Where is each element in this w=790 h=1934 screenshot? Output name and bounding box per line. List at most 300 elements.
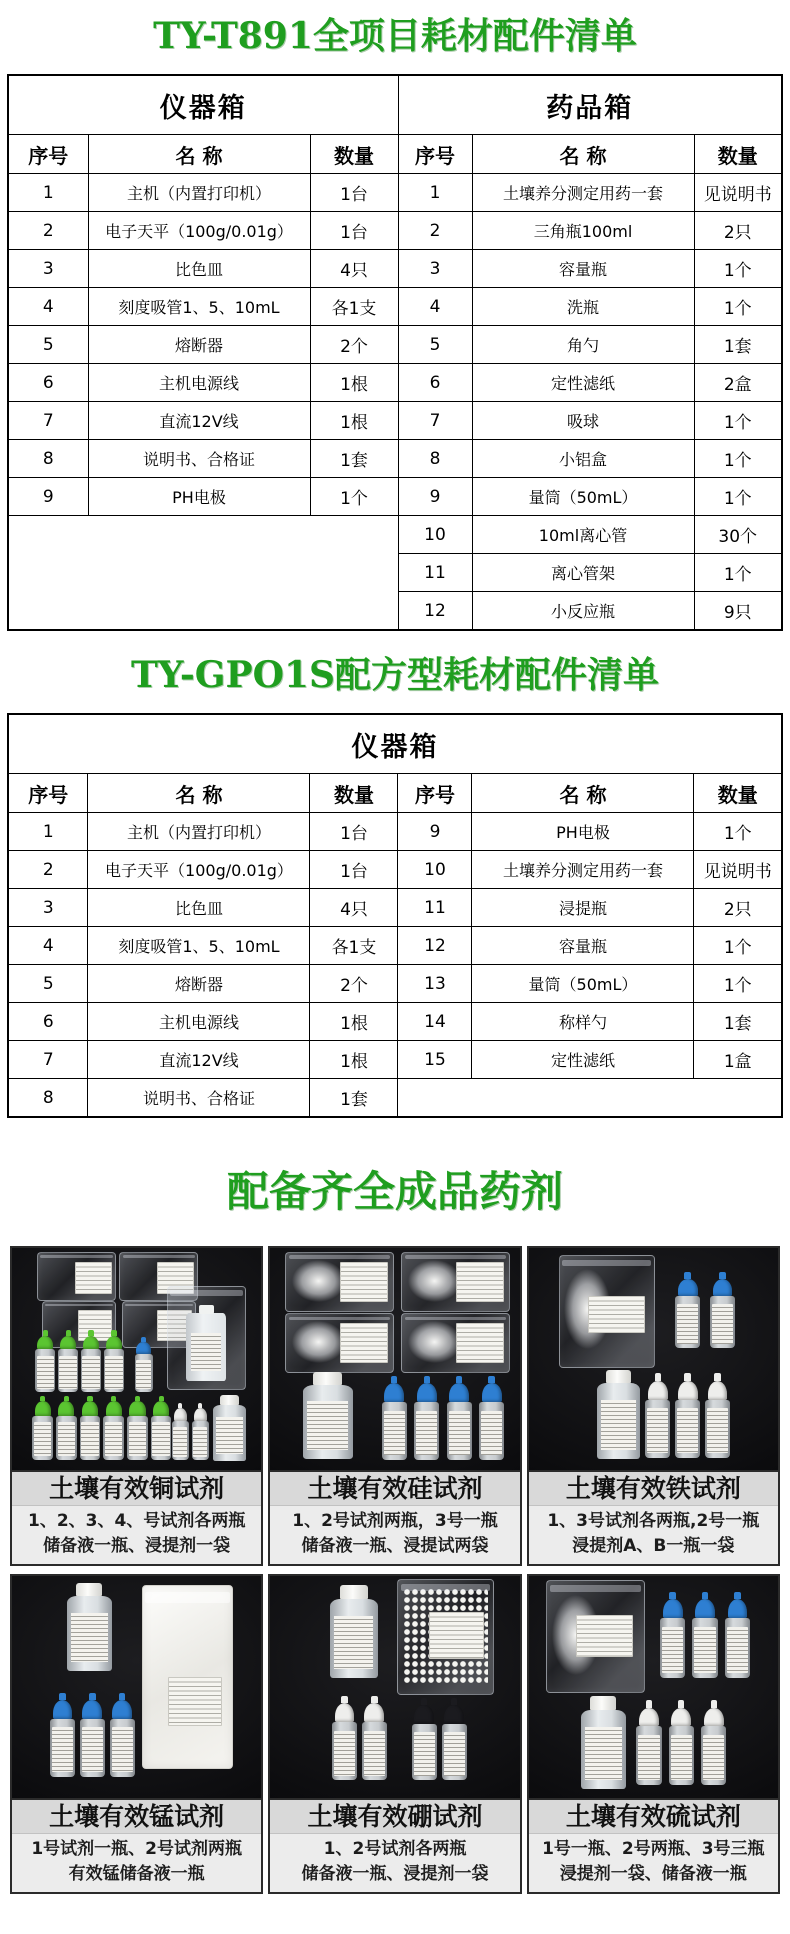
table-row [8,516,782,554]
bottle-nib [111,1330,116,1336]
bottle-cap [83,1336,99,1350]
bottle-cap [60,1336,76,1350]
item-name: 容量瓶 [472,250,694,288]
item-qty: 1个 [694,478,782,516]
bottle-body [50,1719,75,1777]
bottle-label [81,1422,98,1456]
bottle-body [330,1599,377,1678]
bottle-cap [153,1401,169,1415]
row-num: 2 [398,212,472,250]
dropper-bottle-green-cap [34,1330,55,1392]
col-header: 名 称 [88,774,310,813]
bottle-nib [684,1373,690,1381]
item-name: 熔断器 [88,326,310,364]
box-header: 仪器箱 [8,714,782,774]
bottle-body [104,1349,125,1392]
bottle-body [447,1402,472,1460]
item-qty: 见说明书 [694,851,782,889]
bottle-cap [444,1705,464,1723]
reagent-bag-crystal [559,1255,656,1368]
reagent-bag-powder [142,1585,234,1769]
bottle-nib [711,1700,717,1708]
bottle-cap [417,1383,437,1402]
dropper-bottle-green-cap [57,1330,78,1392]
table-row [8,889,782,927]
dropper-bottle-blue-cap [675,1272,701,1347]
bottle-cap [708,1381,728,1400]
item-qty: 1个 [694,288,782,326]
bottle-label [129,1422,146,1456]
bottle-body [701,1726,726,1784]
reagent-caption [529,1800,778,1892]
bottle-label [364,1731,385,1776]
dropper-bottle-blue-cap [134,1337,153,1393]
bottle-label [694,1627,715,1673]
row-num: 12 [398,592,472,631]
dropper-bottle-white-cap [361,1696,387,1780]
bottle-cap [384,1383,404,1402]
item-name: 主机（内置打印机） [88,174,310,212]
bottle-label [82,1727,103,1772]
row-num: 1 [8,174,88,212]
bottle-cap [590,1696,616,1710]
dropper-bottle-blue-cap [724,1592,750,1679]
bottle-nib [66,1330,71,1336]
dropper-bottle-green-cap [103,1330,124,1392]
bottle-body [669,1726,694,1784]
bottle-label [307,1401,348,1450]
row-num: 9 [398,478,472,516]
reagent-desc-line: 浸提剂A、B一瓶一袋 [572,1536,735,1556]
bottle-nib [719,1272,725,1279]
row-num: 11 [398,889,472,927]
reagent-caption [529,1472,778,1564]
reagent-photo-sulfur [529,1576,778,1800]
bottle-cap [414,1705,434,1723]
item-name: 洗瓶 [472,288,694,326]
bottle-body [675,1400,700,1458]
bottle-nib [669,1592,675,1600]
item-qty: 2个 [310,965,398,1003]
row-num: 3 [8,889,88,927]
col-header: 序号 [8,774,88,813]
reagent-desc [12,1506,261,1564]
reagent-bag-beads [397,1579,494,1694]
reagent-desc-line: 1、3号试剂各两瓶,2号一瓶 [547,1511,760,1531]
bottle-nib [734,1592,740,1600]
table-row [8,364,782,402]
bottle-cap [106,1336,122,1350]
item-name: 刻度吸管1、5、10mL [88,927,310,965]
table-row [8,174,782,212]
dropper-bottle-white-cap [704,1373,730,1457]
bottle-in-bag [186,1313,226,1380]
bottle-body [58,1349,79,1392]
item-qty: 4只 [310,889,398,927]
bottle-label [444,1732,465,1776]
table-row [8,1041,782,1079]
bag-label [456,1262,504,1302]
item-qty: 1个 [694,402,782,440]
row-num: 3 [8,250,88,288]
bottle-cap [82,1700,102,1719]
bottle-cap [112,1700,132,1719]
bottle-nib [341,1696,347,1704]
item-qty: 1个 [694,250,782,288]
item-qty: 1个 [694,554,782,592]
reagent-tile-iron [527,1246,780,1566]
bottle-cap [136,1342,150,1354]
item-name: 量筒（50mL） [472,478,694,516]
bottle-label [82,1356,99,1389]
bottle-nib [678,1700,684,1708]
bottle-nib [702,1592,708,1600]
item-name: 角勺 [472,326,694,364]
bottle-label [152,1422,169,1456]
bottle-cap [335,1703,355,1722]
item-name: 电子天平（100g/0.01g） [88,851,310,889]
section-title-reagents: 配备齐全成品药剂 [226,1167,563,1216]
bottle-cap [678,1381,698,1400]
item-qty: 见说明书 [694,174,782,212]
item-qty: 1台 [310,174,398,212]
bottle-body [332,1722,357,1780]
row-num: 8 [8,1079,88,1118]
row-num: 7 [8,1041,88,1079]
row-num: 14 [398,1003,472,1041]
bottle-cap [678,1279,698,1296]
bottle-cap [648,1381,668,1400]
bottle-nib [456,1376,462,1384]
item-name: 直流12V线 [88,402,310,440]
item-qty: 1根 [310,364,398,402]
bottle-label [662,1627,683,1673]
bottle-body [660,1618,685,1678]
row-num: 5 [8,326,88,364]
table-row [8,250,782,288]
bottle-body [412,1724,437,1781]
item-qty: 1个 [694,965,782,1003]
bottle-body [213,1405,247,1462]
bottle-cap [174,1408,187,1420]
bottle-label [677,1304,698,1344]
item-qty: 1根 [310,1003,398,1041]
dropper-bottle-blue-cap [381,1376,407,1460]
reagent-title: 土壤有效硅试剂 [270,1472,519,1506]
col-header: 序号 [398,774,472,813]
row-num: 12 [398,927,472,965]
dropper-bottle-blue-cap [692,1592,718,1679]
row-num: 1 [398,174,472,212]
bottle-label [105,1356,122,1389]
reagent-photo-manganese [12,1576,261,1800]
bottle-label [59,1356,76,1389]
dropper-bottle-white-cap [172,1403,189,1460]
bottle-label [647,1408,668,1453]
item-qty: 1盒 [694,1041,782,1079]
bottle-cap [728,1599,748,1618]
item-qty: 1台 [310,813,398,851]
reagent-stock-bottle [581,1696,626,1789]
item-qty: 2只 [694,889,782,927]
reagent-desc-line: 储备液一瓶、浸提剂一袋 [43,1536,231,1556]
col-header: 名 称 [472,774,694,813]
dropper-bottle-green-cap [150,1396,171,1460]
row-num: 4 [8,288,88,326]
dropper-bottle-blue-cap [414,1376,440,1460]
bottle-cap [76,1583,102,1596]
dropper-bottle-white-cap [668,1700,694,1784]
item-qty: 4只 [310,250,398,288]
reagent-tile-sulfur [527,1574,780,1894]
row-num: 5 [398,326,472,364]
bottle-cap [671,1708,691,1727]
bottle-label [216,1417,244,1454]
bottle-label [712,1304,733,1344]
bottle-cap [695,1599,715,1618]
reagent-desc [529,1506,778,1564]
item-qty: 30个 [694,516,782,554]
bottle-nib [488,1376,494,1384]
bottle-cap [364,1703,384,1722]
bottle-label [193,1427,207,1457]
item-name: 主机电源线 [88,1003,310,1041]
col-header: 数量 [694,774,782,813]
bottle-label [136,1360,151,1390]
row-num: 7 [8,402,88,440]
empty-cell [398,1079,782,1118]
bottle-label [112,1727,133,1772]
item-name: 说明书、合格证 [88,1079,310,1118]
item-name: PH电极 [472,813,694,851]
reagent-tile-manganese [10,1574,263,1894]
bottle-body [35,1349,56,1392]
bottle-label [52,1727,73,1772]
row-num: 4 [398,288,472,326]
dropper-bottle-green-cap [80,1330,101,1392]
item-name: 比色皿 [88,889,310,927]
item-name: PH电极 [88,478,310,516]
item-name: 熔断器 [88,965,310,1003]
row-num: 1 [8,813,88,851]
bottle-body [103,1416,124,1460]
dropper-bottle-green-cap [127,1396,148,1460]
dropper-bottle-blue-cap [709,1272,735,1347]
item-qty: 2只 [694,212,782,250]
dropper-bottle-white-cap [636,1700,662,1784]
table-row [8,1003,782,1041]
bottle-label [334,1616,373,1668]
bottle-cap [82,1401,98,1415]
row-num: 2 [8,212,88,250]
reagent-desc-line: 1号试剂一瓶、2号试剂两瓶 [31,1839,242,1859]
item-name: 土壤养分测定用药一套 [472,851,694,889]
reagent-stock-bottle [597,1370,639,1459]
bottle-label [384,1411,405,1456]
reagent-desc-line: 储备液一瓶、浸提剂一袋 [301,1864,489,1884]
dropper-bottle-white-cap [331,1696,357,1780]
item-name: 土壤养分测定用药一套 [472,174,694,212]
reagent-desc-line: 1号一瓶、2号两瓶、3号三瓶 [542,1839,765,1859]
item-name: 主机（内置打印机） [88,813,310,851]
box-header: 药品箱 [398,75,782,135]
dropper-bottle-green-cap [79,1396,100,1460]
bottle-cap [313,1372,342,1385]
row-num: 11 [398,554,472,592]
bag-with-bottle [167,1286,246,1390]
bottle-cap [106,1401,122,1415]
bottle-label [707,1408,728,1453]
bottle-label [37,1356,54,1389]
box-header-row [8,75,782,135]
reagent-title: 土壤有效锰试剂 [12,1800,261,1834]
bottle-cap [482,1383,502,1402]
item-qty: 9只 [694,592,782,631]
row-num: 2 [8,851,88,889]
bottle-body [151,1416,172,1460]
bottle-nib [424,1376,430,1384]
bottle-label [585,1727,622,1779]
bottle-label [173,1427,187,1457]
bottle-body [645,1400,670,1458]
dropper-bottle-green-cap [103,1396,124,1460]
reagent-tile-copper [10,1246,263,1566]
reagent-caption [12,1472,261,1564]
item-qty: 1根 [310,402,398,440]
item-qty: 2盒 [694,364,782,402]
bottle-body [192,1421,209,1460]
row-num: 15 [398,1041,472,1079]
item-name: 小铝盒 [472,440,694,478]
bottle-nib [59,1693,65,1701]
reagent-tile-silicon [268,1246,521,1566]
bottle-label [416,1411,437,1456]
bottle-label [601,1400,636,1450]
table-row [8,813,782,851]
table-row [8,478,782,516]
reagent-title: 土壤有效铜试剂 [12,1472,261,1506]
box-header: 仪器箱 [8,75,398,135]
reagent-desc-line: 浸提剂一袋、储备液一瓶 [559,1864,747,1884]
reagent-stock-bottle [67,1583,112,1672]
table-row [8,402,782,440]
table-row [8,212,782,250]
reagent-desc-line: 1、2号试剂各两瓶 [323,1839,467,1859]
bottle-body [135,1354,153,1392]
item-qty: 1个 [310,478,398,516]
col-header: 名 称 [472,135,694,174]
reagent-photo-grid [0,1246,790,1894]
bag-label [340,1323,388,1363]
dropper-bottle-blue-cap [109,1693,135,1777]
dropper-bottle-green-cap [56,1396,77,1460]
table-row [8,851,782,889]
col-header: 数量 [694,135,782,174]
dropper-bottle-black-cap [411,1698,437,1780]
dropper-bottle-white-cap [675,1373,701,1457]
dropper-bottle-white-cap [192,1403,209,1460]
row-num: 9 [8,478,88,516]
col-header: 数量 [310,774,398,813]
bottle-body [597,1383,639,1458]
section-title-t891: TY-T891全项目耗材配件清单 [153,15,637,57]
reagent-stock-bottle [330,1585,377,1678]
reagent-desc [529,1834,778,1892]
item-qty: 1套 [310,440,398,478]
t891-consumables-table [7,74,783,631]
bottle-nib [371,1696,377,1704]
bottle-label [334,1731,355,1776]
reagent-desc [270,1506,519,1564]
item-name: 刻度吸管1、5、10mL [88,288,310,326]
row-num: 4 [8,927,88,965]
bottle-label [671,1735,692,1780]
item-name: 比色皿 [88,250,310,288]
bottle-body [67,1596,112,1671]
bottle-body [172,1421,189,1460]
bottle-nib [89,1693,95,1701]
row-num: 9 [398,813,472,851]
item-name: 定性滤纸 [472,364,694,402]
item-qty: 1台 [310,212,398,250]
bottle-nib [421,1698,427,1705]
reagent-bag-crystal [546,1580,645,1693]
bottle-nib [119,1693,125,1701]
item-qty: 1个 [694,440,782,478]
bottle-body [692,1618,717,1678]
col-header: 序号 [398,135,472,174]
bottle-cap [713,1279,733,1296]
item-name: 称样勺 [472,1003,694,1041]
row-num: 6 [8,1003,88,1041]
bag-label [340,1262,388,1302]
row-num: 8 [398,440,472,478]
empty-cell [8,516,398,631]
reagent-caption [270,1800,519,1892]
bottle-cap [663,1599,683,1618]
bottle-cap [220,1395,240,1405]
table-row [8,1079,782,1118]
table-row [8,965,782,1003]
bottle-body [80,1719,105,1777]
bottle-cap [639,1708,659,1727]
bottle-body [127,1416,148,1460]
reagent-photo-iron [529,1248,778,1472]
bottle-label [414,1732,435,1776]
bottle-cap [340,1585,367,1599]
reagent-desc [270,1834,519,1892]
item-name: 小反应瓶 [472,592,694,631]
reagent-desc-line: 1、2、3、4、号试剂各两瓶 [28,1511,246,1531]
bottle-body [725,1618,750,1678]
row-num: 10 [398,516,472,554]
dropper-bottle-green-cap [32,1396,53,1460]
item-name: 量筒（50mL） [472,965,694,1003]
dropper-bottle-blue-cap [49,1693,75,1777]
row-num: 5 [8,965,88,1003]
reagent-bag-crystal [401,1313,510,1373]
bottle-cap [58,1401,74,1415]
dropper-bottle-blue-cap [660,1592,686,1679]
item-qty: 1个 [694,813,782,851]
item-qty: 1个 [694,927,782,965]
reagent-desc-line: 1、2号试剂两瓶，3号一瓶 [292,1511,498,1531]
bag-label [75,1262,112,1294]
bottle-body [362,1722,387,1780]
bottle-label [105,1422,122,1456]
column-header-row [8,135,782,174]
dropper-bottle-blue-cap [446,1376,472,1460]
